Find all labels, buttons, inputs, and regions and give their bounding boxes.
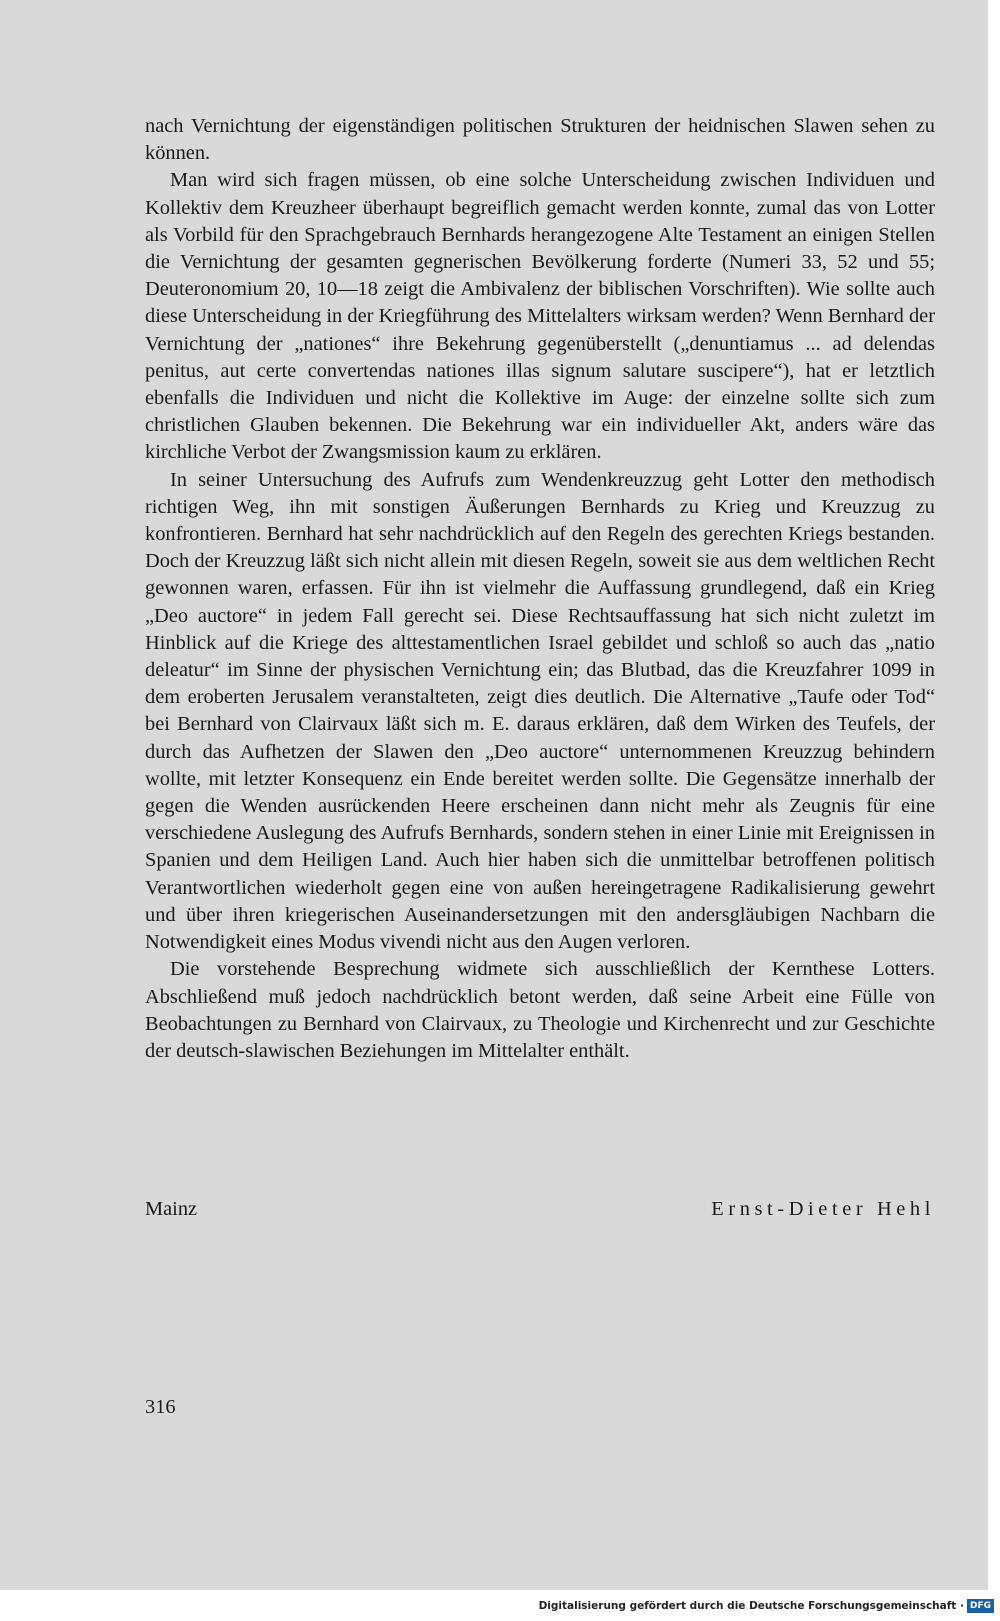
signature-author: Ernst-Dieter Hehl [711,1198,935,1220]
body-text [145,113,935,1065]
paragraph: In seiner Untersuchung des Aufrufs zum Wendenkreuzzug geht Lotter den methodisch richtigen Weg, ihn mit sonstigen Äußerungen Bernhards zu Krieg und Kreuzzug zu konfrontieren. Bernhard hat sehr nachdrücklich auf den Regeln des gerechten Kriegs bestanden. Doch der Kreuzzug läßt sich nicht allein mit diesen Regeln, soweit sie aus dem weltlichen Recht gewonnen waren, erfassen. Für ihn ist vielmehr die Auffassung grundlegend, daß ein Krieg „Deo auctore“ in jedem Fall gerecht sei. Diese Rechtsauffassung hat sich nicht zuletzt im Hinblick auf die Kriege des alttestamentlichen Israel gebildet und schloß so auch das „natio deleatur“ im Sinne der physischen Vernichtung ein; das Blutbad, das die Kreuzfahrer 1099 in dem eroberten Jerusalem veranstalteten, zeigt dies deutlich. Die Alternative „Taufe oder Tod“ bei Bernhard von Clairvaux läßt sich m. E. daraus erklären, daß dem Wirken des Teufels, der durch das Aufhetzen der Slawen den „Deo auctore“ unternommenen Kreuzzug behindern wollte, mit letzter Konsequenz ein Ende bereitet werden sollte. Die Gegensätze innerhalb der gegen die Wenden ausrückenden Heere erscheinen dann nicht mehr als Zeugnis für eine verschiedene Auslegung des Aufrufs Bernhards, sondern stehen in einer Linie mit Ereignissen in Spanien und dem Heiligen Land. Auch hier haben sich die unmittelbar betroffenen politisch Verantwortlichen wiederholt gegen eine von außen hereingetragene Radikalisierung gewehrt und über ihren kriegerischen Auseinandersetzungen mit den andersgläubigen Nachbarn die Notwendigkeit eines Modus vivendi nicht aus den Augen verloren. [145,468,935,954]
digitization-footer [539,1596,994,1616]
signature-place: Mainz [145,1198,198,1220]
paragraph: Die vorstehende Besprechung widmete sich ausschließlich der Kernthese Lotters. Abschließend muß jedoch nachdrücklich betont werden, daß seine Arbeit eine Fülle von Beobachtungen zu Bernhard von Clairvaux, zu Theologie und Kirchenrecht und zur Geschichte der deutsch-slawischen Beziehungen im Mittelalter enthält. [145,958,935,1062]
paragraph-continuation: nach Vernichtung der eigenständigen politischen Strukturen der heidnischen Slawen sehen zu können. [145,115,935,165]
signature-line [145,1198,935,1228]
paragraph: Man wird sich fragen müssen, ob eine solche Unterscheidung zwischen Individuen und Kollektiv dem Kreuzheer überhaupt begreiflich gemacht werden konnte, zumal das von Lotter als Vorbild für den Sprachgebrauch Bernhards herangezogene Alte Testament an einigen Stellen die Vernichtung der gesamten gegnerischen Bevölkerung forderte (Numeri 33, 52 und 55; Deuteronomium 20, 10—18 zeigt die Ambivalenz der biblischen Vorschriften). Wie sollte auch diese Unterscheidung in der Kriegführung des Mittelalters wirksam werden? Wenn Bernhard der Vernichtung der „nationes“ ihre Bekehrung gegenüberstellt („denuntiamus ... ad delendas penitus, aut certe convertendas nationes illas signum salutare suscipere“), hat er letztlich ebenfalls die Individuen und nicht die Kollektive im Auge: der einzelne sollte sich zum christlichen Glauben bekennen. Die Bekehrung war ein individueller Akt, anders wäre das kirchliche Verbot der Zwangsmission kaum zu erklären. [145,169,935,464]
footer-text: Digitalisierung gefördert durch die Deutsche Forschungsgemeinschaft · [538,1600,964,1612]
dfg-logo: DFG [967,1599,994,1613]
page-number: 316 [145,1396,176,1418]
